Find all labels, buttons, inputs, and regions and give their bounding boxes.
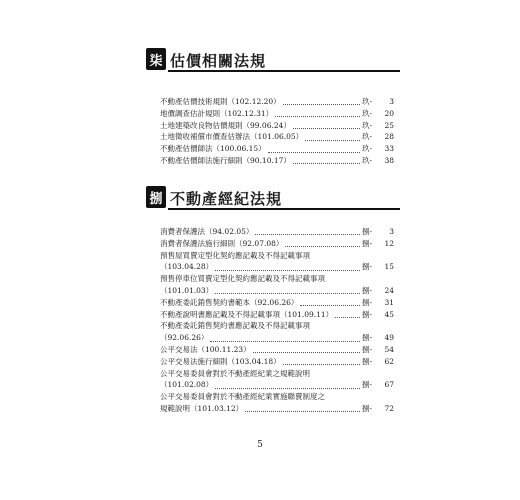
toc-entry-line2[interactable]: （103.04.28） 捌- 15 [160,262,394,272]
toc-entry[interactable]: 不動產估價師法施行細則（90.10.17） 玖- 38 [160,155,394,165]
toc-entry-line1[interactable]: 預售停車位買賣定型化契約應記載及不得記載事項 [160,274,325,284]
section-title: 不動產經紀法規 [170,190,283,208]
toc-entry[interactable]: 土地徵收補償市價查估辦法（101.06.05） 玖- 28 [160,132,394,142]
toc-entry[interactable]: 不動產估價師法（100.06.15） 玖- 33 [160,144,394,154]
toc-entry[interactable]: 不動產委託銷售契約書範本（92.06.26） 捌- 31 [160,297,394,307]
toc-entry-line2[interactable]: （101.02.08） 捌- 67 [160,380,394,390]
toc-entry[interactable]: 公平交易法施行細則（103.04.18） 捌- 62 [160,356,394,366]
page-number: 5 [257,440,263,450]
toc-list-brokerage [160,226,394,415]
section-badge: 捌 [146,186,166,208]
toc-entry-line1[interactable]: 預售屋買賣定型化契約應記載及不得記載事項 [160,250,310,260]
toc-entry-line2[interactable]: （101.01.03） 捌- 24 [160,285,394,295]
toc-entry-line1[interactable]: 不動產委託銷售契約書應記載及不得記載事項 [160,321,310,331]
toc-list-appraisal [160,96,394,167]
toc-entry[interactable]: 土地建築改良物估價規則（99.06.24） 玖- 25 [160,120,394,130]
toc-entry[interactable]: 不動產估價技術規則（102.12.20） 玖- 3 [160,97,394,106]
toc-entry-line1[interactable]: 公平交易委員會對於不動產經紀業實施聯賣制度之 [160,392,325,402]
toc-entry-line2[interactable]: （92.06.26） 捌- 49 [160,333,394,343]
toc-entry[interactable]: 不動產說明書應記載及不得記載事項（101.09.11） 捌- 45 [160,309,394,319]
section-title: 估價相關法規 [170,52,267,70]
toc-entry-line2[interactable]: 規範說明（101.03.12） 捌- 72 [160,403,394,413]
section-rule [168,70,400,72]
toc-entry-line1[interactable]: 公平交易委員會對於不動產經紀業之規範說明 [160,368,310,378]
toc-entry[interactable]: 地價調查估計規則（102.12.31） 玖- 20 [160,108,394,118]
section-badge: 柒 [146,48,166,70]
toc-entry[interactable]: 消費者保護法施行細則（92.07.08） 捌- 12 [160,238,394,248]
toc-entry[interactable]: 消費者保護法（94.02.05） 捌- 3 [160,227,394,236]
section-rule [168,208,400,210]
toc-entry[interactable]: 公平交易法（100.11.23） 捌- 54 [160,344,394,354]
